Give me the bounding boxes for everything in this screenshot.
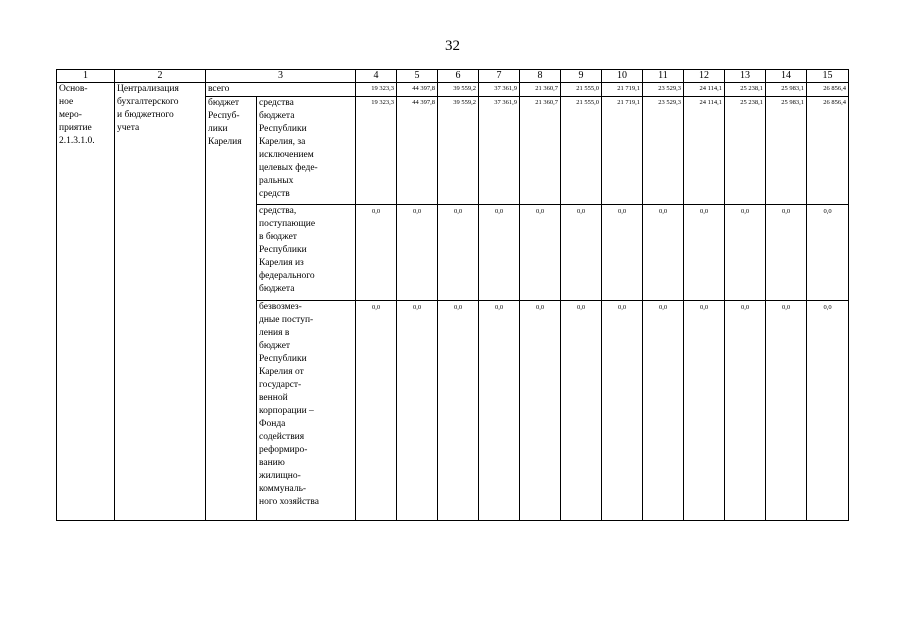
header-cell: 15	[807, 70, 849, 83]
value-cell: 0,0	[684, 301, 725, 521]
header-cell: 12	[684, 70, 725, 83]
activity-name: Централизация бухгалтерского и бюджетного учета	[115, 83, 206, 521]
value-cell: 19 323,3	[356, 83, 397, 97]
value-cell: 0,0	[643, 301, 684, 521]
header-cell: 9	[561, 70, 602, 83]
value-cell: 24 114,1	[684, 97, 725, 205]
value-cell: 0,0	[479, 301, 520, 521]
value-cell: 0,0	[643, 205, 684, 301]
value-cell: 0,0	[766, 205, 807, 301]
value-cell: 21 719,1	[602, 83, 643, 97]
value-cell: 25 238,1	[725, 97, 766, 205]
page-number: 32	[445, 38, 460, 54]
value-cell: 0,0	[356, 205, 397, 301]
header-cell: 4	[356, 70, 397, 83]
value-cell: 37 361,9	[479, 97, 520, 205]
value-cell: 0,0	[766, 301, 807, 521]
value-cell: 39 559,2	[438, 83, 479, 97]
value-cell: 0,0	[561, 205, 602, 301]
header-cell: 8	[520, 70, 561, 83]
header-cell: 1	[57, 70, 115, 83]
value-cell: 21 555,0	[561, 97, 602, 205]
row-label-own-funds: средства бюджета Республики Карелия, за исключением целевых феде- ральных средств	[257, 97, 356, 205]
value-cell: 23 529,3	[643, 97, 684, 205]
value-cell: 0,0	[397, 205, 438, 301]
header-cell: 3	[206, 70, 356, 83]
value-cell: 26 856,4	[807, 97, 849, 205]
value-cell: 19 323,3	[356, 97, 397, 205]
value-cell: 25 983,1	[766, 83, 807, 97]
value-cell: 0,0	[684, 205, 725, 301]
header-cell: 7	[479, 70, 520, 83]
value-cell: 0,0	[520, 205, 561, 301]
header-cell: 14	[766, 70, 807, 83]
value-cell: 0,0	[520, 301, 561, 521]
value-cell: 0,0	[602, 205, 643, 301]
budget-label: бюджет Респуб- лики Карелия	[206, 97, 257, 521]
value-cell: 0,0	[807, 301, 849, 521]
header-cell: 6	[438, 70, 479, 83]
activity-code: Основ- ное меро- приятие 2.1.3.1.0.	[57, 83, 115, 521]
total-row	[57, 83, 849, 97]
value-cell: 0,0	[725, 301, 766, 521]
header-cell: 13	[725, 70, 766, 83]
row-label-total: всего	[206, 83, 356, 97]
header-row	[57, 70, 849, 83]
value-cell: 0,0	[725, 205, 766, 301]
value-cell: 0,0	[807, 205, 849, 301]
value-cell: 37 361,9	[479, 83, 520, 97]
funding-table	[56, 69, 849, 521]
value-cell: 23 529,3	[643, 83, 684, 97]
value-cell: 25 238,1	[725, 83, 766, 97]
row-label-federal: средства, поступающие в бюджет Республики Карелия из федерального бюджета	[257, 205, 356, 301]
value-cell: 0,0	[602, 301, 643, 521]
value-cell: 25 983,1	[766, 97, 807, 205]
header-cell: 10	[602, 70, 643, 83]
value-cell: 39 559,2	[438, 97, 479, 205]
value-cell: 0,0	[479, 205, 520, 301]
header-cell: 5	[397, 70, 438, 83]
value-cell: 24 114,1	[684, 83, 725, 97]
value-cell: 21 360,7	[520, 97, 561, 205]
header-cell: 11	[643, 70, 684, 83]
value-cell: 0,0	[397, 301, 438, 521]
header-cell: 2	[115, 70, 206, 83]
value-cell: 21 555,0	[561, 83, 602, 97]
value-cell: 0,0	[438, 301, 479, 521]
value-cell: 0,0	[356, 301, 397, 521]
value-cell: 0,0	[438, 205, 479, 301]
value-cell: 21 360,7	[520, 83, 561, 97]
row-label-gratuitous: безвозмез- дные поступ- ления в бюджет Республики Карелия от государст- венной корпорации – Фонда содействия реформиро- ванию жилищно- коммуналь- ного хозяйства	[257, 301, 356, 521]
value-cell: 26 856,4	[807, 83, 849, 97]
value-cell: 0,0	[561, 301, 602, 521]
value-cell: 21 719,1	[602, 97, 643, 205]
value-cell: 44 397,8	[397, 83, 438, 97]
value-cell: 44 397,8	[397, 97, 438, 205]
